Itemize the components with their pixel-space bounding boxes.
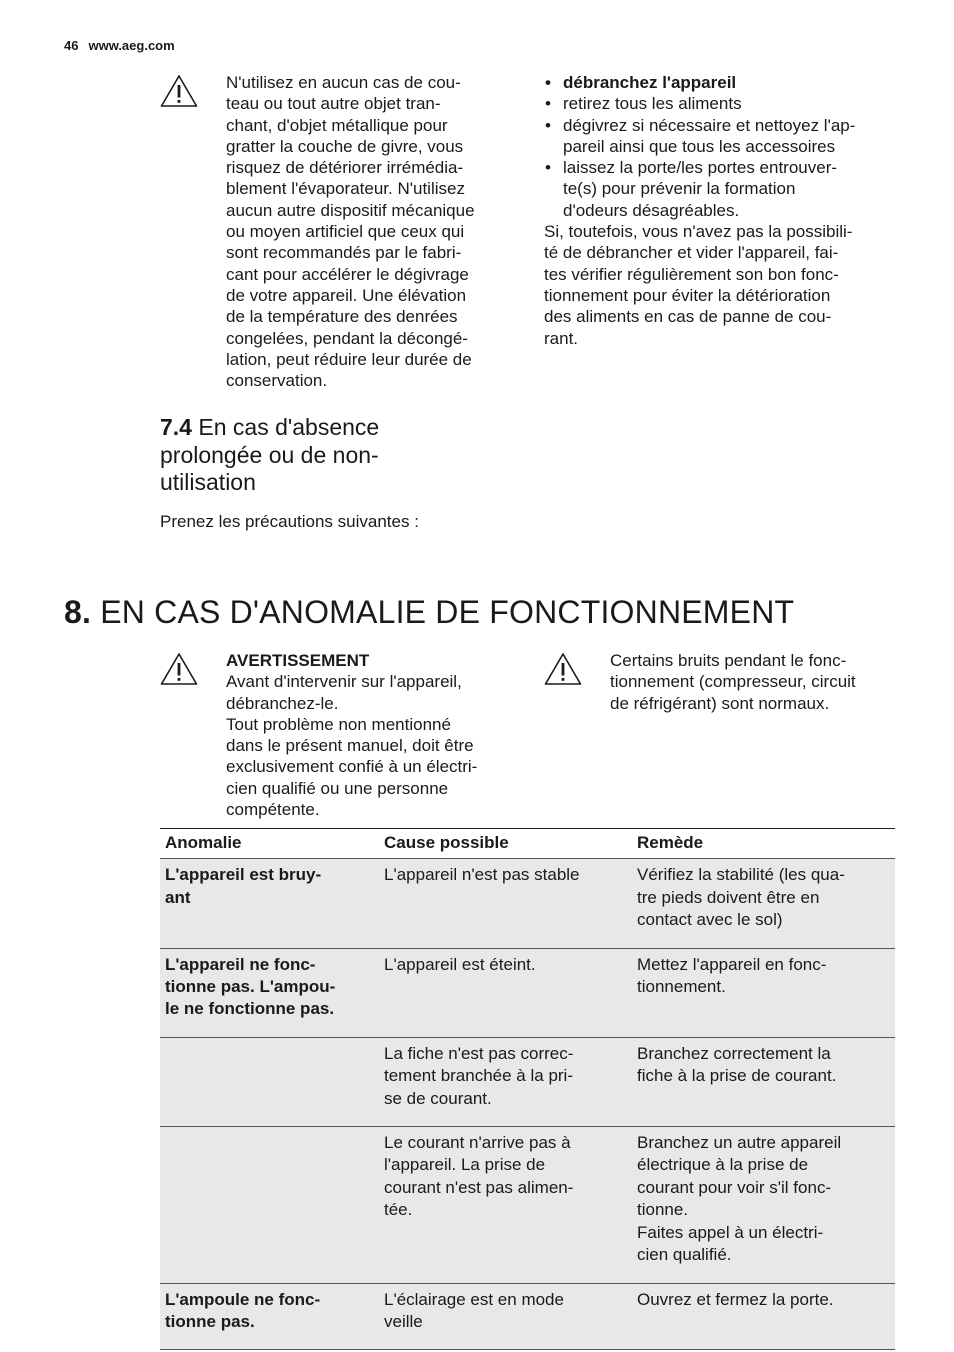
cause-cell: L'éclairage est en mode veille: [379, 1283, 632, 1350]
section-title: En cas d'absence prolongée ou de non- utilisation: [160, 414, 380, 495]
column-header-remede: Remède: [632, 829, 895, 859]
section-7-4-intro: Prenez les précautions suivantes :: [160, 512, 419, 531]
anomaly-cell: [160, 1037, 379, 1126]
section-title: EN CAS D'ANOMALIE DE FONCTIONNEMENT: [100, 594, 795, 630]
troubleshooting-table: [160, 828, 895, 1350]
section-number: 7.4: [160, 414, 192, 440]
warning-triangle-icon: [160, 652, 198, 686]
warning-text: Certains bruits pendant le fonc- tionnement (compresseur, circuit de réfrigérant) sont normaux.: [610, 651, 856, 713]
page-header: [64, 38, 175, 53]
warning-triangle-icon: [544, 652, 582, 686]
anomaly-cell: [160, 1127, 379, 1283]
remedy-cell: Vérifiez la stabilité (les qua- tre pieds doivent être en contact avec le sol): [632, 859, 895, 948]
list-item: • laissez la porte/les portes entrouver- te(s) pour prévenir la formation d'odeurs désagréables.: [544, 157, 904, 221]
table-row: [160, 859, 895, 948]
column-header-cause: Cause possible: [379, 829, 632, 859]
table-row: [160, 1037, 895, 1126]
warning-body: [226, 650, 526, 820]
table-row: [160, 948, 895, 1037]
precautions-list: [544, 72, 904, 349]
anomaly-cell: L'appareil est bruy- ant: [160, 859, 379, 948]
anomaly-cell: L'ampoule ne fonc- tionne pas.: [160, 1283, 379, 1350]
cause-cell: L'appareil n'est pas stable: [379, 859, 632, 948]
remedy-cell: Mettez l'appareil en fonc- tionnement.: [632, 948, 895, 1037]
anomaly-cell: L'appareil ne fonc- tionne pas. L'ampou- le ne fonctionne pas.: [160, 948, 379, 1037]
warning-title: AVERTISSEMENT: [226, 651, 370, 670]
list-item: • débranchez l'appareil: [544, 72, 904, 93]
table-row: [160, 1283, 895, 1350]
remedy-cell: Ouvrez et fermez la porte.: [632, 1283, 895, 1350]
warning-text: N'utilisez en aucun cas de cou- teau ou tout autre objet tran- chant, d'objet métallique pour gratter la couche de givre, vous risquez de détériorer irrémédia- blement l'évaporateur. N'utilisez aucun autre dispositif mécanique ou moyen artificiel que ceux qui sont recommandés par le fabri- cant pour accélérer le dégivrage de votre appareil. Une élévation de la température des denrées congelées, pendant la décongé- lation, peut réduire leur durée de conservation.: [226, 73, 475, 391]
warning-triangle-icon: [160, 74, 198, 108]
remedy-cell: Branchez correctement la fiche à la prise de courant.: [632, 1037, 895, 1126]
list-item: • dégivrez si nécessaire et nettoyez l'ap- pareil ainsi que tous les accessoires: [544, 115, 904, 158]
precautions-note: Si, toutefois, vous n'avez pas la possibili- té de débrancher et vider l'appareil, fai- tes vérifier régulièrement son bon fonc- tionnement pour éviter la détérioration des aliments en cas de panne de cou- rant.: [544, 222, 853, 348]
remedy-cell: Branchez un autre appareil électrique à la prise de courant pour voir s'il fonc- tionne. Faites appel à un électri- cien qualifié.: [632, 1127, 895, 1283]
site-url: www.aeg.com: [88, 38, 175, 53]
warning-text: Avant d'intervenir sur l'appareil, débranchez-le. Tout problème non mentionné dans le présent manuel, doit être exclusivement confié à un électri- cien qualifié ou une personne compétente.: [226, 672, 478, 820]
section-7-4-heading: [160, 414, 460, 497]
page-number: 46: [64, 38, 79, 53]
list-item: • retirez tous les aliments: [544, 93, 904, 114]
section-number: 8.: [64, 594, 92, 630]
cause-cell: La fiche n'est pas correc- tement branchée à la pri- se de courant.: [379, 1037, 632, 1126]
table-row: [160, 1127, 895, 1283]
section-8-heading: [64, 592, 794, 632]
column-header-anomalie: Anomalie: [160, 829, 379, 859]
cause-cell: L'appareil est éteint.: [379, 948, 632, 1037]
cause-cell: Le courant n'arrive pas à l'appareil. La prise de courant n'est pas alimen- tée.: [379, 1127, 632, 1283]
table-header-row: [160, 829, 895, 859]
